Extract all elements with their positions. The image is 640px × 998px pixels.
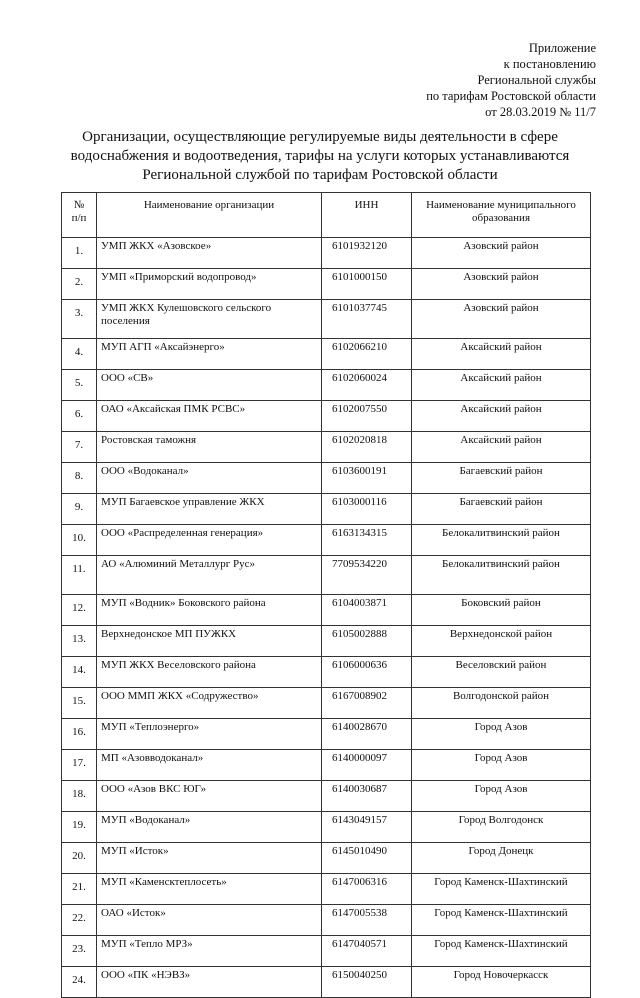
row-number: 2. <box>62 269 97 300</box>
row-number: 16. <box>62 719 97 750</box>
row-municipality: Багаевский район <box>412 494 591 525</box>
header-municipality <box>412 193 591 238</box>
table-row <box>62 750 591 781</box>
row-inn: 6140028670 <box>322 719 412 750</box>
header-number <box>62 193 97 238</box>
appendix-line: Приложение <box>528 41 596 55</box>
row-municipality: Город Каменск-Шахтинский <box>412 905 591 936</box>
row-inn: 6140030687 <box>322 781 412 812</box>
row-municipality: Город Азов <box>412 719 591 750</box>
row-number: 15. <box>62 688 97 719</box>
header-municipality-line: образования <box>471 212 531 224</box>
row-number: 14. <box>62 657 97 688</box>
row-number: 20. <box>62 843 97 874</box>
row-organization: ОАО «Исток» <box>97 905 322 936</box>
row-number: 23. <box>62 936 97 967</box>
appendix-line: Региональной службы <box>477 73 596 87</box>
table-row <box>62 432 591 463</box>
row-number: 19. <box>62 812 97 843</box>
row-organization: ООО «Азов ВКС ЮГ» <box>97 781 322 812</box>
row-municipality: Азовский район <box>412 269 591 300</box>
table-row <box>62 626 591 657</box>
table-row <box>62 688 591 719</box>
table-row <box>62 300 591 339</box>
row-number: 8. <box>62 463 97 494</box>
table-row <box>62 463 591 494</box>
table-row <box>62 905 591 936</box>
row-organization: МУП «Теплоэнерго» <box>97 719 322 750</box>
row-municipality: Белокалитвинский район <box>412 556 591 595</box>
row-municipality: Боковский район <box>412 595 591 626</box>
row-inn: 6167008902 <box>322 688 412 719</box>
row-number: 7. <box>62 432 97 463</box>
table-row <box>62 494 591 525</box>
table-row <box>62 936 591 967</box>
row-number: 11. <box>62 556 97 595</box>
row-organization: Ростовская таможня <box>97 432 322 463</box>
row-municipality: Город Новочеркасск <box>412 967 591 998</box>
row-inn: 6101000150 <box>322 269 412 300</box>
appendix-header <box>426 40 596 120</box>
row-municipality: Веселовский район <box>412 657 591 688</box>
row-organization: ОАО «Аксайская ПМК РСВС» <box>97 401 322 432</box>
row-organization: МУП «Исток» <box>97 843 322 874</box>
row-inn: 6147006316 <box>322 874 412 905</box>
row-municipality: Багаевский район <box>412 463 591 494</box>
row-municipality: Город Волгодонск <box>412 812 591 843</box>
row-inn: 6101037745 <box>322 300 412 339</box>
appendix-line: к постановлению <box>503 57 596 71</box>
row-inn: 6143049157 <box>322 812 412 843</box>
row-number: 9. <box>62 494 97 525</box>
row-number: 5. <box>62 370 97 401</box>
row-inn: 6101932120 <box>322 238 412 269</box>
table-row <box>62 401 591 432</box>
row-municipality: Город Азов <box>412 750 591 781</box>
table-row <box>62 967 591 998</box>
row-organization: УМП ЖКХ «Азовское» <box>97 238 322 269</box>
row-inn: 6103600191 <box>322 463 412 494</box>
table-row <box>62 339 591 370</box>
row-inn: 6102020818 <box>322 432 412 463</box>
row-number: 21. <box>62 874 97 905</box>
row-municipality: Азовский район <box>412 238 591 269</box>
row-inn: 6147040571 <box>322 936 412 967</box>
table-row <box>62 595 591 626</box>
row-inn: 6104003871 <box>322 595 412 626</box>
row-inn: 6163134315 <box>322 525 412 556</box>
row-inn: 7709534220 <box>322 556 412 595</box>
row-municipality: Белокалитвинский район <box>412 525 591 556</box>
organizations-table <box>61 192 591 998</box>
row-organization: АО «Алюминий Металлург Рус» <box>97 556 322 595</box>
document-title <box>40 128 600 185</box>
row-inn: 6140000097 <box>322 750 412 781</box>
title-line: водоснабжения и водоотведения, тарифы на услуги которых устанавливаются <box>70 148 570 164</box>
row-municipality: Волгодонской район <box>412 688 591 719</box>
row-inn: 6147005538 <box>322 905 412 936</box>
table-row <box>62 781 591 812</box>
row-number: 12. <box>62 595 97 626</box>
row-organization: УМП «Приморский водопровод» <box>97 269 322 300</box>
row-organization: МУП «Водник» Боковского района <box>97 595 322 626</box>
row-organization: МУП «Водоканал» <box>97 812 322 843</box>
row-organization: УМП ЖКХ Кулешовского сельского поселения <box>97 300 322 339</box>
table-row <box>62 843 591 874</box>
appendix-line: от 28.03.2019 № 11/7 <box>485 105 596 119</box>
row-organization: МУП ЖКХ Веселовского района <box>97 657 322 688</box>
row-organization: ООО «СВ» <box>97 370 322 401</box>
row-municipality: Аксайский район <box>412 401 591 432</box>
row-municipality: Азовский район <box>412 300 591 339</box>
row-inn: 6150040250 <box>322 967 412 998</box>
table-header-row <box>62 193 591 238</box>
row-number: 4. <box>62 339 97 370</box>
row-organization: ООО «Распределенная генерация» <box>97 525 322 556</box>
row-number: 3. <box>62 300 97 339</box>
row-organization: МП «Азовводоканал» <box>97 750 322 781</box>
row-municipality: Город Каменск-Шахтинский <box>412 936 591 967</box>
table-row <box>62 556 591 595</box>
row-organization: ООО «Водоканал» <box>97 463 322 494</box>
table-row <box>62 657 591 688</box>
table-row <box>62 874 591 905</box>
row-inn: 6105002888 <box>322 626 412 657</box>
row-organization: МУП АГП «Аксайэнерго» <box>97 339 322 370</box>
row-number: 10. <box>62 525 97 556</box>
row-inn: 6145010490 <box>322 843 412 874</box>
row-organization: ООО ММП ЖКХ «Содружество» <box>97 688 322 719</box>
row-municipality: Аксайский район <box>412 339 591 370</box>
row-number: 17. <box>62 750 97 781</box>
row-municipality: Город Донецк <box>412 843 591 874</box>
row-organization: МУП «Тепло МРЗ» <box>97 936 322 967</box>
table-row <box>62 370 591 401</box>
table-row <box>62 525 591 556</box>
row-inn: 6102007550 <box>322 401 412 432</box>
title-line: Региональной службой по тарифам Ростовской области <box>142 167 498 183</box>
header-number-line: п/п <box>71 212 87 224</box>
header-organization: Наименование организации <box>97 193 322 238</box>
header-number-line: № <box>73 199 85 211</box>
row-number: 13. <box>62 626 97 657</box>
row-number: 24. <box>62 967 97 998</box>
row-municipality: Город Азов <box>412 781 591 812</box>
appendix-line: по тарифам Ростовской области <box>426 89 596 103</box>
row-inn: 6102060024 <box>322 370 412 401</box>
row-number: 18. <box>62 781 97 812</box>
header-municipality-line: Наименование муниципального <box>426 199 576 211</box>
row-organization: Верхнедонское МП ПУЖКХ <box>97 626 322 657</box>
header-inn: ИНН <box>322 193 412 238</box>
title-line: Организации, осуществляющие регулируемые виды деятельности в сфере <box>82 129 558 145</box>
row-inn: 6103000116 <box>322 494 412 525</box>
row-number: 6. <box>62 401 97 432</box>
row-organization: МУП «Каменсктеплосеть» <box>97 874 322 905</box>
table-row <box>62 719 591 750</box>
row-municipality: Аксайский район <box>412 370 591 401</box>
row-inn: 6102066210 <box>322 339 412 370</box>
row-inn: 6106000636 <box>322 657 412 688</box>
table-row <box>62 238 591 269</box>
table-row <box>62 269 591 300</box>
row-number: 22. <box>62 905 97 936</box>
row-organization: ООО «ПК «НЭВЗ» <box>97 967 322 998</box>
table-row <box>62 812 591 843</box>
row-organization: МУП Багаевское управление ЖКХ <box>97 494 322 525</box>
row-number: 1. <box>62 238 97 269</box>
row-municipality: Город Каменск-Шахтинский <box>412 874 591 905</box>
row-municipality: Верхнедонской район <box>412 626 591 657</box>
row-municipality: Аксайский район <box>412 432 591 463</box>
